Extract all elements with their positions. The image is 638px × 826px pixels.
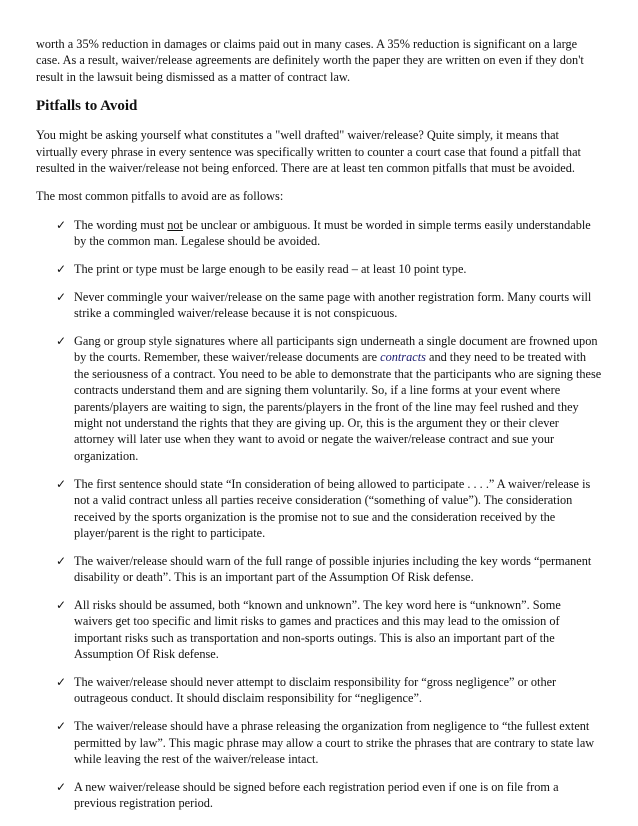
list-item xyxy=(36,289,602,322)
list-item xyxy=(36,476,602,542)
checkmark-icon: ✓ xyxy=(56,553,67,568)
list-item-text: All risks should be assumed, both “known and unknown”. The key word here is “unknown”. Some waivers get too specific and limit risks to games and practices and this may lead to the omission of important risks such as transportation and non-sports outings. This is also an important part of the Assumption Of Risk defense. xyxy=(74,597,561,662)
checkmark-icon: ✓ xyxy=(56,597,67,612)
intro-paragraph: worth a 35% reduction in damages or claims paid out in many cases. A 35% reduction is significant on a large case. As a result, waiver/release agreements are definitely worth the paper they are written on even if they don't result in the lawsuit being dismissed as a matter of contract law. xyxy=(36,37,584,84)
body-paragraph-1: You might be asking yourself what constitutes a "well drafted" waiver/release? Quite simply, it means that virtually every phrase in every sentence was specifically written to counter a court case that found a pitfall that resulted in the waiver/release not being enforced. There are at least ten common pitfalls that must be avoided. xyxy=(36,128,581,176)
list-item-text: The waiver/release should have a phrase releasing the organization from negligence to “the fullest extent permitted by law”. This magic phrase may allow a court to strike the phrases that are contrary to state law while leaving the rest of the waiver/release intact. xyxy=(74,719,595,766)
list-item xyxy=(36,779,602,812)
pitfalls-list xyxy=(36,217,602,812)
list-item xyxy=(36,597,602,663)
checkmark-icon: ✓ xyxy=(56,779,67,794)
section-heading: Pitfalls to Avoid xyxy=(36,98,138,115)
list-item-text: The waiver/release should warn of the full range of possible injuries including the key words “permanent disability or death”. This is an important part of the Assumption Of Risk defense. xyxy=(74,553,592,585)
list-item-text: Never commingle your waiver/release on the same page with another registration form. Many courts will strike a commingled waiver/release because it is not conspicuous. xyxy=(74,289,592,321)
list-item xyxy=(36,674,602,707)
emphasized-word: contracts xyxy=(380,350,426,365)
list-item xyxy=(36,718,602,767)
checkmark-icon: ✓ xyxy=(56,719,67,734)
list-item-text: A new waiver/release should be signed before each registration period even if one is on file from a previous registration period. xyxy=(74,779,559,811)
list-item-text: The wording must xyxy=(74,217,168,232)
checkmark-icon: ✓ xyxy=(56,262,67,277)
list-item-text: Gang or group style signatures where all participants sign underneath a single document are frowned upon by the courts. Remember, these waiver/release documents are xyxy=(74,334,598,365)
checkmark-icon: ✓ xyxy=(56,476,67,491)
checkmark-icon: ✓ xyxy=(56,217,67,232)
body-paragraph-2: The most common pitfalls to avoid are as follows: xyxy=(36,189,284,204)
list-item-text-continued: and they need to be treated with the seriousness of a contract. You need to be able to demonstrate that the participants who are signing these contracts understand them and are signing them voluntarily. So, if a line forms at your event where parents/players are waiting to sign, the parents/players in the front of the line may feel rushed and they might not understand the rights that they are giving up. Or, this is the argument they or their clever attorney will later use when they want to avoid or negate the waiver/release contract and sue your organization. xyxy=(74,350,602,463)
list-item xyxy=(36,333,602,464)
checkmark-icon: ✓ xyxy=(56,289,67,304)
checkmark-icon: ✓ xyxy=(56,334,67,349)
list-item-text: The waiver/release should never attempt to disclaim responsibility for “gross negligence” or other outrageous conduct. It should disclaim responsibility for “negligence”. xyxy=(74,674,557,706)
underlined-word: not xyxy=(167,217,183,232)
list-item xyxy=(36,261,602,277)
list-item-text-continued: be unclear or ambiguous. It must be worded in simple terms easily understandable by the common man. Legalese should be avoided. xyxy=(74,217,591,249)
document-page xyxy=(36,36,602,823)
list-item-text: The first sentence should state “In consideration of being allowed to participate . . . .” A waiver/release is not a valid contract unless all parties receive consideration (“something of value”). The consideration received by the sports organization is the promise not to sue and the consideration received by the player/parent is the right to participate. xyxy=(74,476,591,540)
list-item xyxy=(36,217,602,250)
checkmark-icon: ✓ xyxy=(56,674,67,689)
list-item-text: The print or type must be large enough to be easily read – at least 10 point type. xyxy=(74,262,467,277)
list-item xyxy=(36,553,602,586)
